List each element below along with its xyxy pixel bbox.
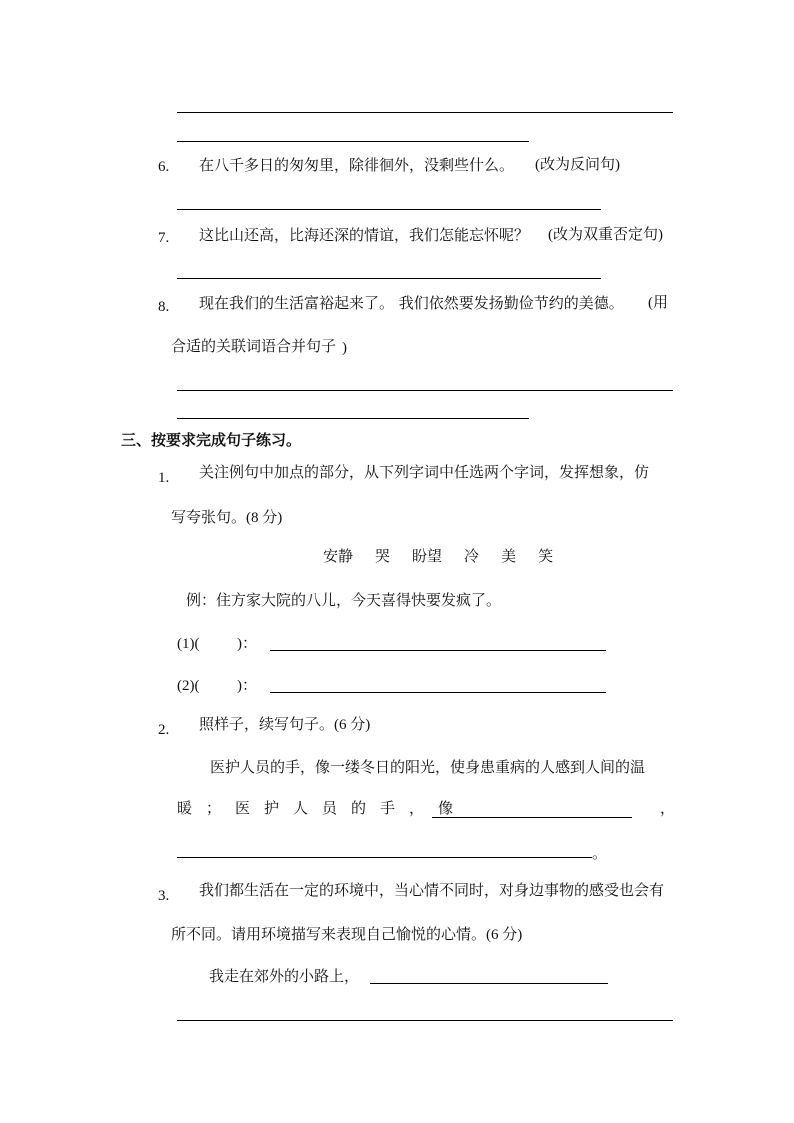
question-text-cont bbox=[171, 924, 522, 945]
question-instruction-close: ) bbox=[342, 340, 347, 356]
question-text: 我们都生活在一定的环境中，当心情不同时，对身边事物的感受也会有 bbox=[199, 881, 665, 899]
word-option: 哭 bbox=[375, 547, 391, 565]
question-instruction: (改为反问句) bbox=[535, 157, 620, 173]
question-number: 7. bbox=[158, 230, 170, 246]
question-number: 2. bbox=[158, 722, 170, 738]
word-option: 笑 bbox=[538, 547, 554, 565]
section-title: 三、按要求完成句子练习。 bbox=[121, 431, 302, 449]
comma: ， bbox=[660, 799, 676, 817]
question-number: 6. bbox=[158, 159, 170, 175]
example-sentence: 例：住方家大院的八儿，今天喜得快要发疯了。 bbox=[186, 591, 502, 609]
period: 。 bbox=[592, 844, 608, 862]
question-score: (6 分) bbox=[486, 927, 523, 943]
word-list bbox=[323, 546, 575, 566]
answer-line[interactable] bbox=[270, 692, 606, 693]
answer-line[interactable] bbox=[432, 817, 632, 818]
blank-label: (1)( )： bbox=[177, 636, 257, 652]
question-number: 8. bbox=[158, 299, 170, 315]
question-instruction: (改为双重否定句) bbox=[548, 227, 663, 243]
answer-line[interactable] bbox=[177, 112, 673, 113]
answer-line[interactable] bbox=[177, 857, 592, 858]
example-sentence: 医护人员的手，像一缕冬日的阳光，使身患重病的人感到人间的温 bbox=[210, 758, 646, 776]
question-number: 3. bbox=[158, 888, 170, 904]
answer-line[interactable] bbox=[177, 209, 601, 210]
blank-label: (2)( )： bbox=[177, 678, 257, 694]
answer-line[interactable] bbox=[177, 141, 529, 142]
word-option: 冷 bbox=[464, 547, 480, 565]
question-instruction-open: (用 bbox=[648, 295, 668, 311]
question-title: 照样子，续写句子。 bbox=[199, 715, 335, 733]
word-option: 安静 bbox=[323, 547, 354, 565]
answer-line[interactable] bbox=[270, 650, 606, 651]
question-text: 现在我们的生活富裕起来了。 我们依然要发扬勤俭节约的美德。 bbox=[199, 294, 624, 312]
question-number: 1. bbox=[158, 470, 170, 486]
question-instruction-cont: 合适的关联词语合并句子 bbox=[171, 337, 337, 355]
answer-line[interactable] bbox=[177, 1020, 673, 1021]
question-text-line2: 写夸张句。 bbox=[171, 508, 247, 526]
question-score: (6 分) bbox=[334, 717, 371, 733]
example-sentence-cont: 暖；医护人员的手，像 bbox=[177, 799, 468, 817]
answer-line[interactable] bbox=[370, 983, 608, 984]
answer-line[interactable] bbox=[177, 418, 529, 419]
question-text-cont bbox=[171, 507, 282, 528]
answer-line[interactable] bbox=[177, 390, 673, 391]
question-text: 关注例句中加点的部分，从下列字词中任选两个字词，发挥想象，仿 bbox=[199, 463, 650, 481]
question-text: 这比山还高，比海还深的情谊，我们怎能忘怀呢？ bbox=[199, 226, 530, 244]
answer-line[interactable] bbox=[177, 278, 601, 279]
question-text bbox=[199, 714, 370, 735]
question-text-line2: 所不同。请用环境描写来表现自己愉悦的心情。 bbox=[171, 925, 487, 943]
question-score: (8 分) bbox=[246, 510, 283, 526]
word-option: 盼望 bbox=[412, 547, 443, 565]
word-option: 美 bbox=[501, 547, 517, 565]
sentence-start: 我走在郊外的小路上， bbox=[209, 967, 360, 985]
question-text: 在八千多日的匆匆里，除徘徊外，没剩些什么。 bbox=[199, 156, 515, 174]
